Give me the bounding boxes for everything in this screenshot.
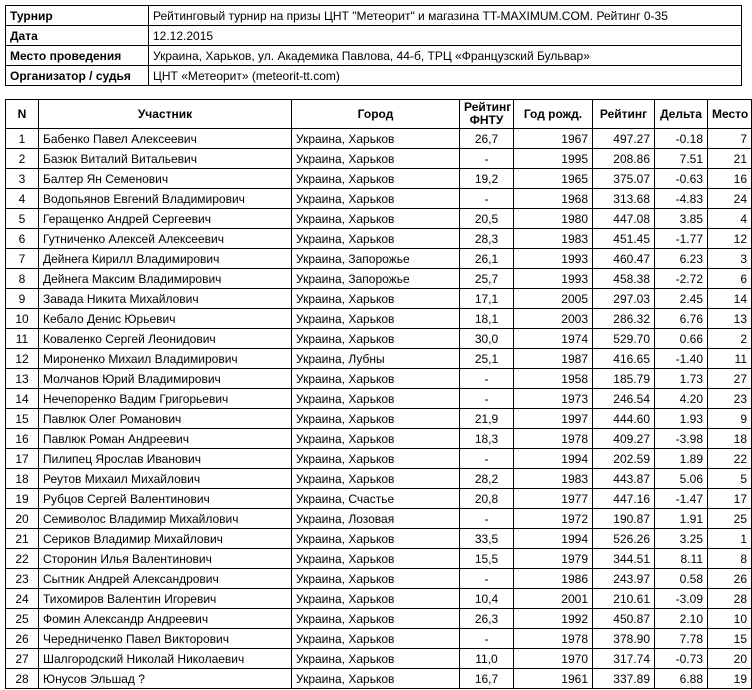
cell-number: 15 <box>6 409 39 429</box>
cell-rating: 460.47 <box>593 249 655 269</box>
info-label: Организатор / судья <box>6 66 149 86</box>
table-row <box>6 649 752 669</box>
cell-rating: 297.03 <box>593 289 655 309</box>
header-fntu-line1: Рейтинг <box>464 100 512 114</box>
cell-city: Украина, Харьков <box>292 189 460 209</box>
cell-fntu-rating: 18,3 <box>460 429 514 449</box>
cell-number: 21 <box>6 529 39 549</box>
cell-city: Украина, Счастье <box>292 489 460 509</box>
table-row <box>6 129 752 149</box>
cell-place: 19 <box>708 669 752 689</box>
cell-rating: 450.87 <box>593 609 655 629</box>
info-value: Рейтинговый турнир на призы ЦНТ "Метеорит" и магазина TT-MAXIMUM.COM. Рейтинг 0-35 <box>149 6 742 26</box>
cell-participant: Молчанов Юрий Владимирович <box>39 369 292 389</box>
cell-birth-year: 1980 <box>514 209 593 229</box>
cell-participant: Сторонин Илья Валентинович <box>39 549 292 569</box>
cell-city: Украина, Харьков <box>292 369 460 389</box>
cell-delta: -0.18 <box>655 129 708 149</box>
cell-number: 14 <box>6 389 39 409</box>
cell-delta: 7.51 <box>655 149 708 169</box>
cell-place: 1 <box>708 529 752 549</box>
cell-place: 21 <box>708 149 752 169</box>
cell-participant: Семиволос Владимир Михайлович <box>39 509 292 529</box>
cell-birth-year: 1961 <box>514 669 593 689</box>
cell-number: 12 <box>6 349 39 369</box>
cell-number: 26 <box>6 629 39 649</box>
cell-participant: Сериков Владимир Михайлович <box>39 529 292 549</box>
cell-birth-year: 1979 <box>514 549 593 569</box>
table-row <box>6 469 752 489</box>
cell-city: Украина, Харьков <box>292 209 460 229</box>
cell-birth-year: 1987 <box>514 349 593 369</box>
table-row <box>6 329 752 349</box>
cell-fntu-rating: - <box>460 449 514 469</box>
cell-birth-year: 2003 <box>514 309 593 329</box>
cell-delta: 3.25 <box>655 529 708 549</box>
cell-number: 23 <box>6 569 39 589</box>
table-row <box>6 549 752 569</box>
cell-number: 2 <box>6 149 39 169</box>
cell-rating: 375.07 <box>593 169 655 189</box>
table-row <box>6 369 752 389</box>
cell-birth-year: 1993 <box>514 249 593 269</box>
cell-rating: 210.61 <box>593 589 655 609</box>
cell-participant: Геращенко Андрей Сергеевич <box>39 209 292 229</box>
cell-city: Украина, Запорожье <box>292 249 460 269</box>
cell-place: 23 <box>708 389 752 409</box>
cell-rating: 458.38 <box>593 269 655 289</box>
cell-rating: 526.26 <box>593 529 655 549</box>
cell-number: 20 <box>6 509 39 529</box>
table-row <box>6 289 752 309</box>
cell-delta: -1.77 <box>655 229 708 249</box>
cell-number: 22 <box>6 549 39 569</box>
cell-city: Украина, Харьков <box>292 669 460 689</box>
table-row <box>6 529 752 549</box>
cell-number: 11 <box>6 329 39 349</box>
info-value: Украина, Харьков, ул. Академика Павлова, 44-б, ТРЦ «Французский Бульвар» <box>149 46 742 66</box>
table-row <box>6 589 752 609</box>
cell-birth-year: 1978 <box>514 629 593 649</box>
cell-fntu-rating: - <box>460 509 514 529</box>
cell-city: Украина, Харьков <box>292 309 460 329</box>
cell-number: 27 <box>6 649 39 669</box>
header-rating: Рейтинг <box>593 100 655 129</box>
results-table <box>5 99 752 689</box>
cell-participant: Фомин Александр Андреевич <box>39 609 292 629</box>
cell-rating: 202.59 <box>593 449 655 469</box>
cell-delta: 2.10 <box>655 609 708 629</box>
cell-birth-year: 1977 <box>514 489 593 509</box>
cell-rating: 337.89 <box>593 669 655 689</box>
table-row <box>6 229 752 249</box>
cell-delta: 2.45 <box>655 289 708 309</box>
cell-place: 11 <box>708 349 752 369</box>
cell-delta: 1.93 <box>655 409 708 429</box>
cell-participant: Тихомиров Валентин Игоревич <box>39 589 292 609</box>
cell-delta: -0.63 <box>655 169 708 189</box>
cell-place: 8 <box>708 549 752 569</box>
cell-place: 6 <box>708 269 752 289</box>
cell-rating: 185.79 <box>593 369 655 389</box>
cell-rating: 447.08 <box>593 209 655 229</box>
cell-fntu-rating: 21,9 <box>460 409 514 429</box>
cell-number: 7 <box>6 249 39 269</box>
cell-fntu-rating: 20,8 <box>460 489 514 509</box>
cell-place: 17 <box>708 489 752 509</box>
cell-birth-year: 1967 <box>514 129 593 149</box>
table-row <box>6 189 752 209</box>
cell-participant: Шалгородский Николай Николаевич <box>39 649 292 669</box>
cell-participant: Коваленко Сергей Леонидович <box>39 329 292 349</box>
cell-number: 3 <box>6 169 39 189</box>
cell-birth-year: 1970 <box>514 649 593 669</box>
cell-delta: 4.20 <box>655 389 708 409</box>
cell-place: 9 <box>708 409 752 429</box>
cell-delta: -4.83 <box>655 189 708 209</box>
cell-city: Украина, Харьков <box>292 549 460 569</box>
cell-rating: 190.87 <box>593 509 655 529</box>
table-row <box>6 629 752 649</box>
cell-city: Украина, Харьков <box>292 409 460 429</box>
cell-place: 13 <box>708 309 752 329</box>
cell-place: 24 <box>708 189 752 209</box>
cell-participant: Кебало Денис Юрьевич <box>39 309 292 329</box>
cell-city: Украина, Харьков <box>292 529 460 549</box>
table-row <box>6 569 752 589</box>
cell-city: Украина, Лубны <box>292 349 460 369</box>
cell-city: Украина, Харьков <box>292 589 460 609</box>
cell-fntu-rating: 17,1 <box>460 289 514 309</box>
cell-city: Украина, Харьков <box>292 169 460 189</box>
cell-fntu-rating: 15,5 <box>460 549 514 569</box>
cell-rating: 416.65 <box>593 349 655 369</box>
cell-number: 28 <box>6 669 39 689</box>
cell-participant: Павлюк Роман Андреевич <box>39 429 292 449</box>
cell-delta: 7.78 <box>655 629 708 649</box>
cell-rating: 344.51 <box>593 549 655 569</box>
info-label: Турнир <box>6 6 149 26</box>
table-row <box>6 449 752 469</box>
table-row <box>6 149 752 169</box>
cell-number: 9 <box>6 289 39 309</box>
cell-city: Украина, Харьков <box>292 229 460 249</box>
cell-rating: 497.27 <box>593 129 655 149</box>
cell-delta: 1.89 <box>655 449 708 469</box>
cell-birth-year: 1994 <box>514 529 593 549</box>
cell-rating: 409.27 <box>593 429 655 449</box>
table-row <box>6 209 752 229</box>
cell-number: 19 <box>6 489 39 509</box>
cell-delta: -0.73 <box>655 649 708 669</box>
cell-birth-year: 1997 <box>514 409 593 429</box>
cell-rating: 313.68 <box>593 189 655 209</box>
tournament-info-table <box>5 5 742 86</box>
cell-participant: Юнусов Эльшад ? <box>39 669 292 689</box>
cell-city: Украина, Харьков <box>292 449 460 469</box>
cell-rating: 444.60 <box>593 409 655 429</box>
cell-fntu-rating: 11,0 <box>460 649 514 669</box>
cell-fntu-rating: - <box>460 389 514 409</box>
cell-number: 25 <box>6 609 39 629</box>
header-number: N <box>6 100 39 129</box>
cell-participant: Мироненко Михаил Владимирович <box>39 349 292 369</box>
cell-number: 4 <box>6 189 39 209</box>
cell-fntu-rating: 16,7 <box>460 669 514 689</box>
header-birth-year: Год рожд. <box>514 100 593 129</box>
cell-place: 3 <box>708 249 752 269</box>
cell-number: 5 <box>6 209 39 229</box>
info-row <box>6 26 742 46</box>
cell-fntu-rating: - <box>460 189 514 209</box>
cell-place: 10 <box>708 609 752 629</box>
cell-birth-year: 1992 <box>514 609 593 629</box>
cell-city: Украина, Харьков <box>292 469 460 489</box>
cell-city: Украина, Харьков <box>292 129 460 149</box>
cell-rating: 243.97 <box>593 569 655 589</box>
cell-number: 24 <box>6 589 39 609</box>
cell-delta: 3.85 <box>655 209 708 229</box>
cell-fntu-rating: - <box>460 629 514 649</box>
cell-fntu-rating: 33,5 <box>460 529 514 549</box>
cell-place: 7 <box>708 129 752 149</box>
cell-participant: Реутов Михаил Михайлович <box>39 469 292 489</box>
cell-participant: Сытник Андрей Александрович <box>39 569 292 589</box>
cell-fntu-rating: 25,7 <box>460 269 514 289</box>
cell-place: 26 <box>708 569 752 589</box>
info-row <box>6 6 742 26</box>
tournament-info-body <box>6 6 742 86</box>
cell-delta: -2.72 <box>655 269 708 289</box>
cell-city: Украина, Запорожье <box>292 269 460 289</box>
cell-delta: -3.09 <box>655 589 708 609</box>
table-row <box>6 669 752 689</box>
cell-place: 28 <box>708 589 752 609</box>
cell-place: 18 <box>708 429 752 449</box>
header-city: Город <box>292 100 460 129</box>
cell-place: 5 <box>708 469 752 489</box>
cell-fntu-rating: - <box>460 569 514 589</box>
cell-city: Украина, Харьков <box>292 569 460 589</box>
cell-participant: Дейнега Максим Владимирович <box>39 269 292 289</box>
cell-birth-year: 1983 <box>514 229 593 249</box>
cell-fntu-rating: 26,3 <box>460 609 514 629</box>
cell-birth-year: 1973 <box>514 389 593 409</box>
cell-birth-year: 1995 <box>514 149 593 169</box>
info-row <box>6 66 742 86</box>
cell-fntu-rating: 20,5 <box>460 209 514 229</box>
cell-participant: Водопьянов Евгений Владимирович <box>39 189 292 209</box>
results-header <box>6 100 752 129</box>
cell-birth-year: 1978 <box>514 429 593 449</box>
cell-number: 10 <box>6 309 39 329</box>
cell-rating: 451.45 <box>593 229 655 249</box>
cell-fntu-rating: 26,7 <box>460 129 514 149</box>
cell-participant: Базюк Виталий Витальевич <box>39 149 292 169</box>
cell-participant: Бабенко Павел Алексеевич <box>39 129 292 149</box>
cell-birth-year: 1968 <box>514 189 593 209</box>
cell-rating: 208.86 <box>593 149 655 169</box>
cell-delta: 0.66 <box>655 329 708 349</box>
cell-delta: 5.06 <box>655 469 708 489</box>
cell-fntu-rating: - <box>460 369 514 389</box>
cell-participant: Рубцов Сергей Валентинович <box>39 489 292 509</box>
info-label: Место проведения <box>6 46 149 66</box>
cell-place: 25 <box>708 509 752 529</box>
cell-number: 6 <box>6 229 39 249</box>
cell-delta: 6.23 <box>655 249 708 269</box>
cell-fntu-rating: 25,1 <box>460 349 514 369</box>
cell-birth-year: 1974 <box>514 329 593 349</box>
cell-rating: 443.87 <box>593 469 655 489</box>
cell-place: 27 <box>708 369 752 389</box>
cell-place: 12 <box>708 229 752 249</box>
cell-city: Украина, Харьков <box>292 609 460 629</box>
table-row <box>6 309 752 329</box>
header-fntu-line2: ФНТУ <box>469 113 504 127</box>
cell-birth-year: 1993 <box>514 269 593 289</box>
cell-fntu-rating: 18,1 <box>460 309 514 329</box>
cell-number: 18 <box>6 469 39 489</box>
table-row <box>6 509 752 529</box>
cell-place: 2 <box>708 329 752 349</box>
cell-birth-year: 1994 <box>514 449 593 469</box>
results-body <box>6 129 752 689</box>
cell-place: 20 <box>708 649 752 669</box>
table-row <box>6 609 752 629</box>
cell-delta: 1.91 <box>655 509 708 529</box>
cell-delta: 6.88 <box>655 669 708 689</box>
header-delta: Дельта <box>655 100 708 129</box>
table-row <box>6 349 752 369</box>
info-row <box>6 46 742 66</box>
info-value: 12.12.2015 <box>149 26 742 46</box>
cell-number: 8 <box>6 269 39 289</box>
table-row <box>6 169 752 189</box>
table-row <box>6 249 752 269</box>
cell-fntu-rating: 28,2 <box>460 469 514 489</box>
cell-delta: -1.40 <box>655 349 708 369</box>
cell-fntu-rating: 30,0 <box>460 329 514 349</box>
cell-rating: 246.54 <box>593 389 655 409</box>
table-row <box>6 269 752 289</box>
cell-number: 16 <box>6 429 39 449</box>
cell-number: 1 <box>6 129 39 149</box>
header-participant: Участник <box>39 100 292 129</box>
table-row <box>6 389 752 409</box>
header-row <box>6 100 752 129</box>
table-row <box>6 429 752 449</box>
cell-city: Украина, Лозовая <box>292 509 460 529</box>
cell-delta: 0.58 <box>655 569 708 589</box>
cell-birth-year: 1972 <box>514 509 593 529</box>
cell-participant: Нечепоренко Вадим Григорьевич <box>39 389 292 409</box>
cell-place: 22 <box>708 449 752 469</box>
cell-city: Украина, Харьков <box>292 649 460 669</box>
cell-rating: 529.70 <box>593 329 655 349</box>
cell-participant: Павлюк Олег Романович <box>39 409 292 429</box>
cell-city: Украина, Харьков <box>292 629 460 649</box>
cell-delta: 6.76 <box>655 309 708 329</box>
cell-delta: -3.98 <box>655 429 708 449</box>
cell-number: 17 <box>6 449 39 469</box>
cell-place: 15 <box>708 629 752 649</box>
cell-fntu-rating: 10,4 <box>460 589 514 609</box>
cell-participant: Дейнега Кирилл Владимирович <box>39 249 292 269</box>
header-fntu-rating <box>460 100 514 129</box>
cell-fntu-rating: 26,1 <box>460 249 514 269</box>
cell-number: 13 <box>6 369 39 389</box>
cell-birth-year: 1983 <box>514 469 593 489</box>
cell-rating: 317.74 <box>593 649 655 669</box>
cell-participant: Чередниченко Павел Викторович <box>39 629 292 649</box>
cell-birth-year: 1965 <box>514 169 593 189</box>
cell-birth-year: 2001 <box>514 589 593 609</box>
cell-city: Украина, Харьков <box>292 429 460 449</box>
cell-place: 16 <box>708 169 752 189</box>
cell-city: Украина, Харьков <box>292 329 460 349</box>
cell-city: Украина, Харьков <box>292 149 460 169</box>
cell-place: 14 <box>708 289 752 309</box>
table-row <box>6 489 752 509</box>
cell-city: Украина, Харьков <box>292 389 460 409</box>
info-value: ЦНТ «Метеорит» (meteorit-tt.com) <box>149 66 742 86</box>
cell-fntu-rating: - <box>460 149 514 169</box>
table-row <box>6 409 752 429</box>
cell-birth-year: 1958 <box>514 369 593 389</box>
cell-rating: 286.32 <box>593 309 655 329</box>
cell-participant: Завада Никита Михайлович <box>39 289 292 309</box>
cell-delta: -1.47 <box>655 489 708 509</box>
cell-fntu-rating: 19,2 <box>460 169 514 189</box>
cell-fntu-rating: 28,3 <box>460 229 514 249</box>
cell-participant: Гутниченко Алексей Алексеевич <box>39 229 292 249</box>
cell-rating: 447.16 <box>593 489 655 509</box>
cell-rating: 378.90 <box>593 629 655 649</box>
cell-participant: Балтер Ян Семенович <box>39 169 292 189</box>
info-label: Дата <box>6 26 149 46</box>
cell-participant: Пилипец Ярослав Иванович <box>39 449 292 469</box>
cell-delta: 8.11 <box>655 549 708 569</box>
cell-birth-year: 2005 <box>514 289 593 309</box>
cell-delta: 1.73 <box>655 369 708 389</box>
cell-place: 4 <box>708 209 752 229</box>
header-place: Место <box>708 100 752 129</box>
cell-birth-year: 1986 <box>514 569 593 589</box>
cell-city: Украина, Харьков <box>292 289 460 309</box>
